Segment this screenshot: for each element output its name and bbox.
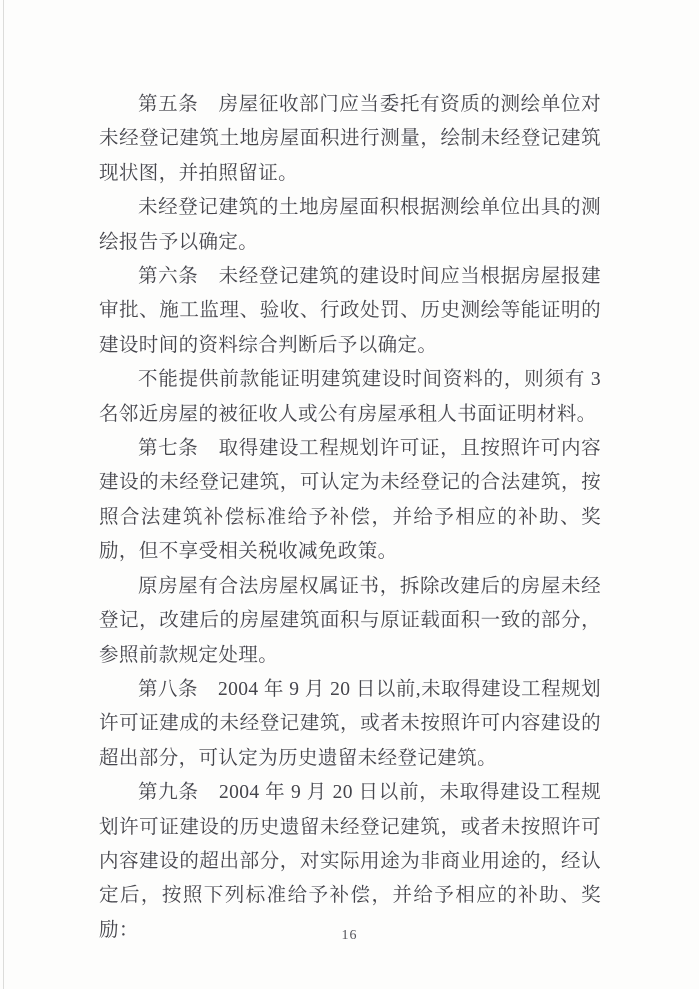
- paragraph-article-6-clause-2: 不能提供前款能证明建筑建设时间资料的，则须有 3 名邻近房屋的被征收人或公有房屋承租人书面证明材料。: [99, 369, 601, 425]
- paragraph-article-7: 第七条 取得建设工程规划许可证，且按照许可内容建设的未经登记建筑，可认定为未经登记的合法建筑，按照合法建筑补偿标准给予补偿，并给予相应的补助、奖励，但不享受相关税收减免政策。: [99, 438, 601, 563]
- paragraph-article-6: 第六条 未经登记建筑的建设时间应当根据房屋报建审批、施工监理、验收、行政处罚、历史测绘等能证明的建设时间的资料综合判断后予以确定。: [99, 266, 601, 356]
- page-number: 16: [341, 928, 358, 943]
- scan-edge-line: [3, 0, 4, 989]
- paragraph-article-5: 第五条 房屋征收部门应当委托有资质的测绘单位对未经登记建筑土地房屋面积进行测量，绘制未经登记建筑现状图，并拍照留证。: [99, 94, 601, 184]
- paragraph-article-7-clause-2: 原房屋有合法房屋权属证书，拆除改建后的房屋未经登记，改建后的房屋建筑面积与原证载面积一致的部分，参照前款规定处理。: [99, 575, 601, 666]
- document-body: [99, 88, 601, 948]
- paragraph-article-9: 第九条 2004 年 9 月 20 日以前，未取得建设工程规划许可证建设的历史遗留未经登记建筑，或者未按照许可内容建设的超出部分，对实际用途为非商业用途的，经认定后，按照下列标准给予补偿，并给予相应的补助、奖励：: [99, 782, 601, 941]
- paragraph-article-8: 第八条 2004 年 9 月 20 日以前,未取得建设工程规划许可证建成的未经登记建筑，或者未按照许可内容建设的超出部分，可认定为历史遗留未经登记建筑。: [99, 678, 601, 769]
- paragraph-article-5-clause-2: 未经登记建筑的土地房屋面积根据测绘单位出具的测绘报告予以确定。: [99, 197, 601, 253]
